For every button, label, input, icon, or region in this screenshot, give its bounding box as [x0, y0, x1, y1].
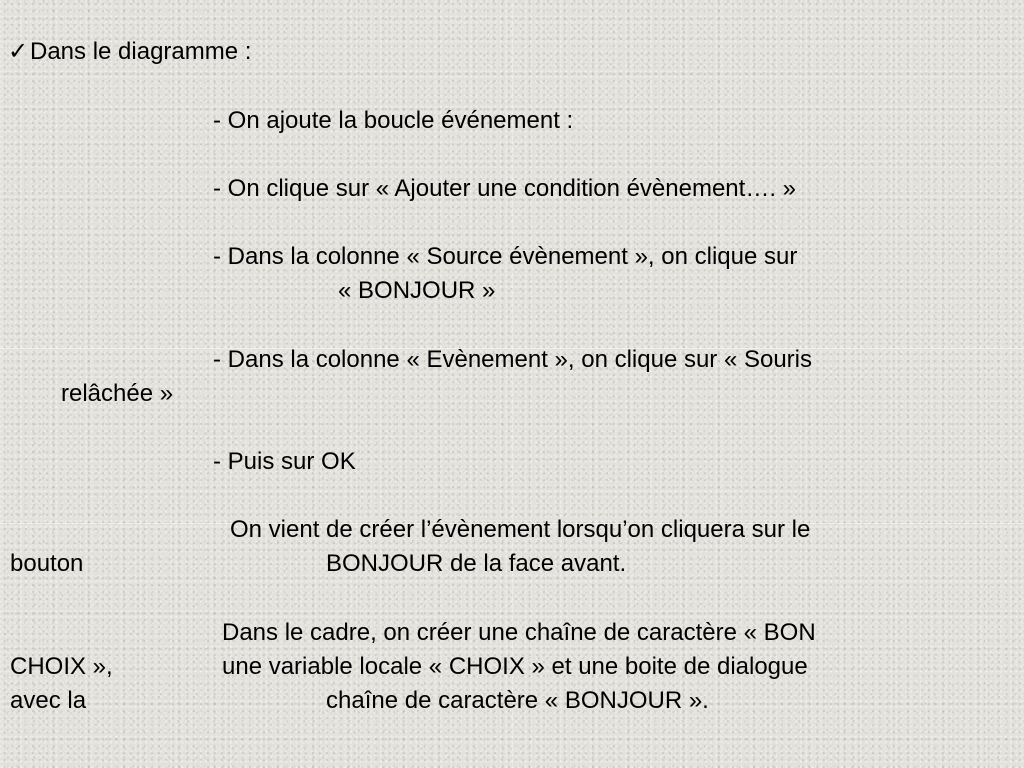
slide-heading — [8, 35, 251, 69]
step-event-type-line2: relâchée » — [61, 380, 174, 407]
note-event-created-line2-left: bouton — [10, 550, 84, 577]
step-confirm-ok: - Puis sur OK — [213, 448, 356, 475]
step-event-source-line2: « BONJOUR » — [338, 277, 496, 304]
note-event-created-line1: On vient de créer l’évènement lorsqu’on cliquera sur le — [230, 516, 811, 543]
heading-text: Dans le diagramme : — [30, 38, 252, 65]
note-frame-line2-right: une variable locale « CHOIX » et une boite de dialogue — [222, 653, 808, 680]
note-frame-line3-left: avec la — [10, 687, 87, 714]
note-frame-line1: Dans le cadre, on créer une chaîne de caractère « BON — [222, 619, 816, 646]
step-add-event-loop: - On ajoute la boucle événement : — [213, 107, 574, 134]
step-event-type-line1: - Dans la colonne « Evènement », on clique sur « Souris — [213, 346, 813, 373]
step-add-event-condition: - On clique sur « Ajouter une condition évènement…. » — [213, 175, 797, 202]
step-event-source-line1: - Dans la colonne « Source évènement », on clique sur — [213, 243, 798, 270]
note-frame-line2-left: CHOIX », — [10, 653, 113, 680]
checkmark-icon: ✓ — [8, 38, 29, 65]
note-event-created-line2-right: BONJOUR de la face avant. — [326, 550, 627, 577]
note-frame-line3-right: chaîne de caractère « BONJOUR ». — [326, 687, 709, 714]
